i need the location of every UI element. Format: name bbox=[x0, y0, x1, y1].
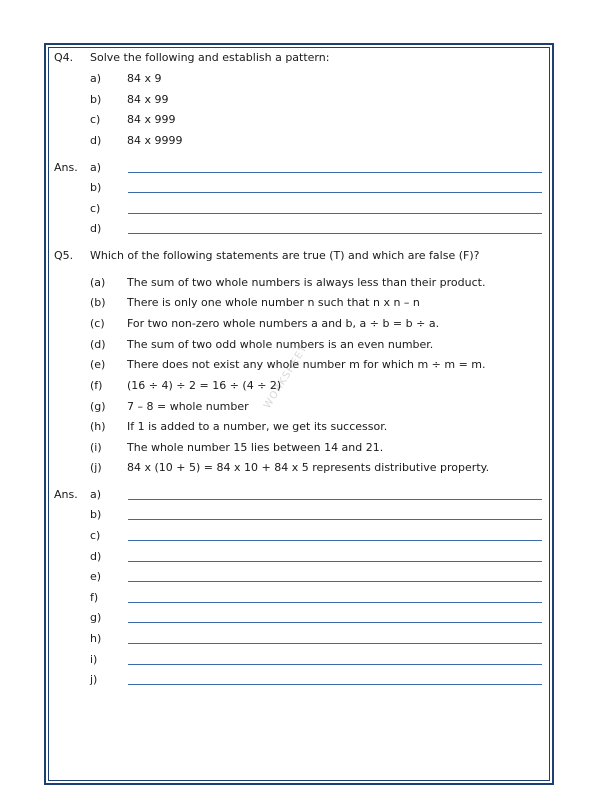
item-label: (e) bbox=[90, 358, 106, 371]
item-text: There does not exist any whole number m for which m ÷ m = m. bbox=[127, 358, 486, 371]
item-text: 7 – 8 = whole number bbox=[127, 400, 249, 413]
answer-line[interactable] bbox=[128, 172, 542, 173]
answer-line[interactable] bbox=[128, 519, 542, 520]
answer-line[interactable] bbox=[128, 499, 542, 500]
answer-line[interactable] bbox=[128, 213, 542, 214]
item-text: 84 x 9 bbox=[127, 72, 162, 85]
answer-line[interactable] bbox=[128, 643, 542, 644]
answer-label: b) bbox=[90, 508, 102, 521]
answer-label: a) bbox=[90, 161, 102, 174]
item-label: b) bbox=[90, 93, 102, 106]
item-label: c) bbox=[90, 113, 101, 126]
answer-line[interactable] bbox=[128, 581, 542, 582]
item-label: (f) bbox=[90, 379, 103, 392]
question-number: Q4. bbox=[54, 51, 74, 64]
answer-line[interactable] bbox=[128, 622, 542, 623]
answer-label: d) bbox=[90, 550, 102, 563]
answer-line[interactable] bbox=[128, 684, 542, 685]
answer-line[interactable] bbox=[128, 664, 542, 665]
watermark: WORKSHEET bbox=[262, 343, 310, 411]
answer-label: b) bbox=[90, 181, 102, 194]
item-text: The sum of two odd whole numbers is an even number. bbox=[127, 338, 434, 351]
item-text: 84 x 99 bbox=[127, 93, 169, 106]
answer-prefix: Ans. bbox=[54, 488, 78, 501]
answer-label: e) bbox=[90, 570, 102, 583]
item-text: 84 x 999 bbox=[127, 113, 176, 126]
item-label: (g) bbox=[90, 400, 106, 413]
item-label: (a) bbox=[90, 276, 106, 289]
question-text: Which of the following statements are true (T) and which are false (F)? bbox=[90, 249, 480, 262]
item-text: For two non-zero whole numbers a and b, a ÷ b = b ÷ a. bbox=[127, 317, 440, 330]
question-text: Solve the following and establish a pattern: bbox=[90, 51, 330, 64]
page-frame-inner bbox=[48, 47, 550, 781]
item-text: 84 x (10 + 5) = 84 x 10 + 84 x 5 represents distributive property. bbox=[127, 461, 490, 474]
item-label: (h) bbox=[90, 420, 106, 433]
answer-label: c) bbox=[90, 202, 101, 215]
answer-label: d) bbox=[90, 222, 102, 235]
answer-line[interactable] bbox=[128, 602, 542, 603]
answer-line[interactable] bbox=[128, 192, 542, 193]
item-text: The sum of two whole numbers is always less than their product. bbox=[127, 276, 486, 289]
answer-label: i) bbox=[90, 653, 98, 666]
item-text: There is only one whole number n such that n x n – n bbox=[127, 296, 420, 309]
item-text: 84 x 9999 bbox=[127, 134, 183, 147]
item-text: The whole number 15 lies between 14 and 21. bbox=[127, 441, 384, 454]
item-label: (j) bbox=[90, 461, 102, 474]
answer-label: f) bbox=[90, 591, 99, 604]
question-number: Q5. bbox=[54, 249, 74, 262]
answer-prefix: Ans. bbox=[54, 161, 78, 174]
answer-line[interactable] bbox=[128, 540, 542, 541]
item-label: (b) bbox=[90, 296, 106, 309]
item-label: (i) bbox=[90, 441, 102, 454]
item-label: (c) bbox=[90, 317, 105, 330]
answer-line[interactable] bbox=[128, 561, 542, 562]
answer-label: j) bbox=[90, 673, 98, 686]
answer-label: h) bbox=[90, 632, 102, 645]
item-text: If 1 is added to a number, we get its successor. bbox=[127, 420, 388, 433]
answer-line[interactable] bbox=[128, 233, 542, 234]
answer-label: c) bbox=[90, 529, 101, 542]
item-label: a) bbox=[90, 72, 102, 85]
item-text: (16 ÷ 4) ÷ 2 = 16 ÷ (4 ÷ 2) bbox=[127, 379, 282, 392]
answer-label: a) bbox=[90, 488, 102, 501]
answer-label: g) bbox=[90, 611, 102, 624]
item-label: (d) bbox=[90, 338, 106, 351]
item-label: d) bbox=[90, 134, 102, 147]
